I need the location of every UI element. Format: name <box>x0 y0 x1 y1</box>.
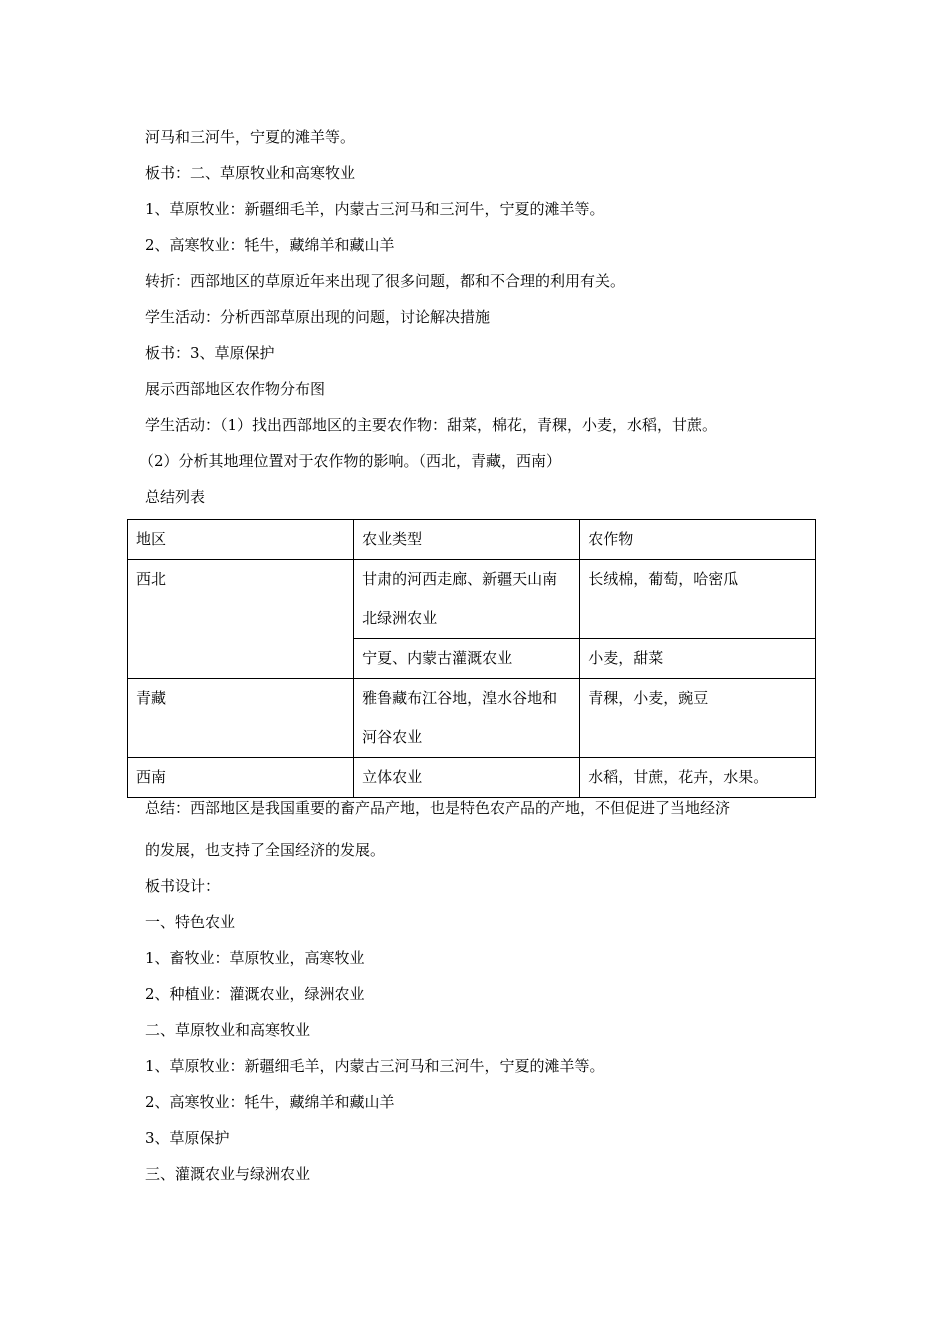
text-line: 展示西部地区农作物分布图 <box>145 380 326 398</box>
text-line: 2、高寒牧业：牦牛，藏绵羊和藏山羊 <box>145 1093 395 1111</box>
table-cell-type: 立体农业 <box>354 758 580 798</box>
summary-line: 总结：西部地区是我国重要的畜产品产地，也是特色农产品的产地，不但促进了当地经济 <box>145 799 731 817</box>
text-line: 板书设计： <box>145 877 221 895</box>
text-line: 3、草原保护 <box>145 1129 230 1147</box>
text-line: 板书：3、草原保护 <box>145 344 275 362</box>
text-line: 板书：二、草原牧业和高寒牧业 <box>145 164 356 182</box>
table-header-cell: 农业类型 <box>354 520 580 560</box>
table-cell-region: 西北 <box>128 560 354 679</box>
table-row <box>128 679 816 758</box>
table-cell-region: 西南 <box>128 758 354 798</box>
table-cell-type: 甘肃的河西走廊、新疆天山南北绿洲农业 <box>354 560 580 639</box>
table-row <box>128 560 816 639</box>
text-line: 一、特色农业 <box>145 913 236 931</box>
table-cell-type: 雅鲁藏布江谷地，湟水谷地和河谷农业 <box>354 679 580 758</box>
text-line: 学生活动：（1）找出西部地区的主要农作物：甜菜，棉花，青稞，小麦，水稻，甘蔗。 <box>145 416 718 434</box>
table-header-cell: 地区 <box>128 520 354 560</box>
text-line: 转折：西部地区的草原近年来出现了很多问题，都和不合理的利用有关。 <box>145 272 626 290</box>
text-line: 学生活动：分析西部草原出现的问题，讨论解决措施 <box>145 308 491 326</box>
table-header-row <box>128 520 816 560</box>
table-cell-region: 青藏 <box>128 679 354 758</box>
text-line: 2、高寒牧业：牦牛，藏绵羊和藏山羊 <box>145 236 395 254</box>
text-line: 二、草原牧业和高寒牧业 <box>145 1021 311 1039</box>
table-row <box>128 758 816 798</box>
agriculture-table <box>127 519 816 798</box>
text-line: 总结列表 <box>145 488 206 506</box>
text-line: （2）分析其地理位置对于农作物的影响。（西北，青藏，西南） <box>139 452 562 470</box>
table-cell-type: 宁夏、内蒙古灌溉农业 <box>354 639 580 679</box>
table-cell-crops: 长绒棉，葡萄，哈密瓜 <box>580 560 816 639</box>
table-cell-crops: 水稻，甘蔗，花卉，水果。 <box>580 758 816 798</box>
table-header-cell: 农作物 <box>580 520 816 560</box>
text-line: 1、畜牧业：草原牧业，高寒牧业 <box>145 949 365 967</box>
text-line: 1、草原牧业：新疆细毛羊，内蒙古三河马和三河牛，宁夏的滩羊等。 <box>145 200 605 218</box>
summary-line: 的发展，也支持了全国经济的发展。 <box>145 841 386 859</box>
text-line: 1、草原牧业：新疆细毛羊，内蒙古三河马和三河牛，宁夏的滩羊等。 <box>145 1057 605 1075</box>
text-line: 河马和三河牛，宁夏的滩羊等。 <box>145 128 356 146</box>
text-line: 2、种植业：灌溉农业，绿洲农业 <box>145 985 365 1003</box>
table-cell-crops: 青稞，小麦，豌豆 <box>580 679 816 758</box>
text-line: 三、灌溉农业与绿洲农业 <box>145 1165 311 1183</box>
table-cell-crops: 小麦，甜菜 <box>580 639 816 679</box>
